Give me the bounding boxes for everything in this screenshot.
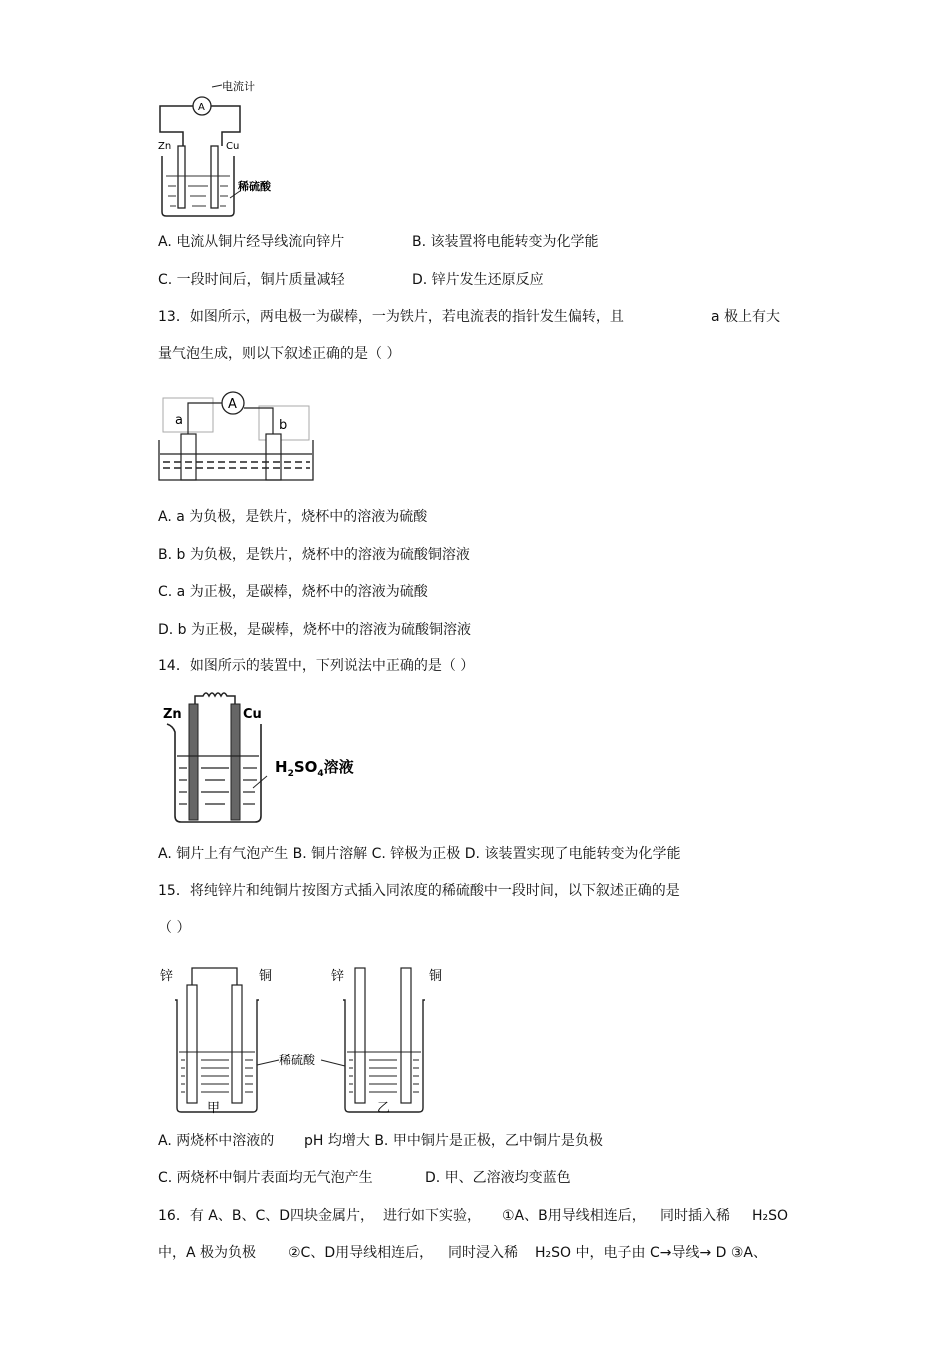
q13-option-b: B. b 为负极，是铁片，烧杯中的溶液为硫酸铜溶液 (158, 547, 470, 563)
copper-label-1: 铜 (259, 969, 273, 984)
q15-paren: （ ） (158, 920, 191, 936)
q13-option-d: D. b 为正极，是碳棒，烧杯中的溶液为硫酸铜溶液 (158, 622, 472, 638)
zinc-label-1: 锌 (160, 969, 174, 984)
beaker-yi-label: 乙 (377, 1101, 391, 1116)
q15-stem: 15．将纯锌片和纯铜片按图方式插入同浓度的稀硫酸中一段时间，以下叙述正确的是 (158, 883, 680, 899)
solution-label: 稀硫酸 (238, 180, 271, 193)
figure-q14-cell (155, 688, 375, 830)
left-electrode-label: Zn (158, 141, 172, 152)
q13-option-c: C. a 为正极，是碳棒，烧杯中的溶液为硫酸 (158, 584, 428, 600)
q12-option-d: D. 锌片发生还原反应 (412, 272, 544, 288)
q16-line1-d: 同时插入稀 (660, 1208, 730, 1224)
electrode-b-label: b (279, 418, 288, 433)
beaker-jia-label: 甲 (207, 1101, 221, 1116)
ammeter-symbol: A (228, 397, 237, 412)
ammeter-symbol: A (198, 102, 205, 113)
zinc-label-2: 锌 (331, 969, 345, 984)
q16-line2-d: H₂SO 中，电子由 C→导线→ D ③A、 (535, 1245, 767, 1261)
q16-line1-a: 16．有 A、B、C、D四块金属片， (158, 1208, 375, 1224)
q12-option-a: A. 电流从铜片经导线流向锌片 (158, 234, 345, 250)
figure-q13-cell (155, 388, 320, 488)
q14-options: A. 铜片上有气泡产生 B. 铜片溶解 C. 锌极为正极 D. 该装置实现了电能转变为化学能 (158, 846, 681, 862)
q12-option-b: B. 该装置将电能转变为化学能 (412, 234, 599, 250)
q15-option-a-part2: pH 均增大 B. 甲中铜片是正极，乙中铜片是负极 (304, 1133, 603, 1149)
q15-option-d: D. 甲、乙溶液均变蓝色 (425, 1170, 571, 1186)
figure-q15-beakers (155, 960, 455, 1120)
acid-label: 稀硫酸 (279, 1053, 316, 1067)
electrode-a-label: a (175, 413, 183, 428)
q16-line2-c: 同时浸入稀 (448, 1245, 518, 1261)
q16-line1-e: H₂SO (752, 1208, 789, 1224)
q16-line2-a: 中，A 极为负极 (158, 1245, 257, 1261)
q13-stem-line2: 量气泡生成，则以下叙述正确的是（ ） (158, 346, 401, 362)
ammeter-label: 电流计 (222, 80, 255, 93)
q16-line1-b: 进行如下实验， (383, 1208, 481, 1224)
cu-label: Cu (243, 707, 262, 722)
q13-stem-line1: 13．如图所示，两电极一为碳棒，一为铁片，若电流表的指针发生偏转，且 (158, 309, 624, 325)
zn-label: Zn (163, 707, 182, 722)
q14-stem: 14．如图所示的装置中，下列说法中正确的是（ ） (158, 658, 475, 674)
figure-zn-cu-cell (150, 76, 280, 221)
solution-label: $H_2SO_4$溶液 (275, 758, 354, 779)
q13-option-a: A. a 为负极，是铁片，烧杯中的溶液为硫酸 (158, 509, 428, 525)
q16-line2-b: ②C、D用导线相连后， (288, 1245, 434, 1261)
copper-label-2: 铜 (429, 969, 443, 984)
q15-option-a-part1: A. 两烧杯中溶液的 (158, 1133, 275, 1149)
q16-line1-c: ①A、B用导线相连后， (502, 1208, 646, 1224)
right-electrode-label: Cu (226, 141, 240, 152)
q13-stem-line1-end: a 极上有大 (711, 309, 781, 325)
q15-option-c: C. 两烧杯中铜片表面均无气泡产生 (158, 1170, 373, 1186)
q12-option-c: C. 一段时间后，铜片质量减轻 (158, 272, 345, 288)
